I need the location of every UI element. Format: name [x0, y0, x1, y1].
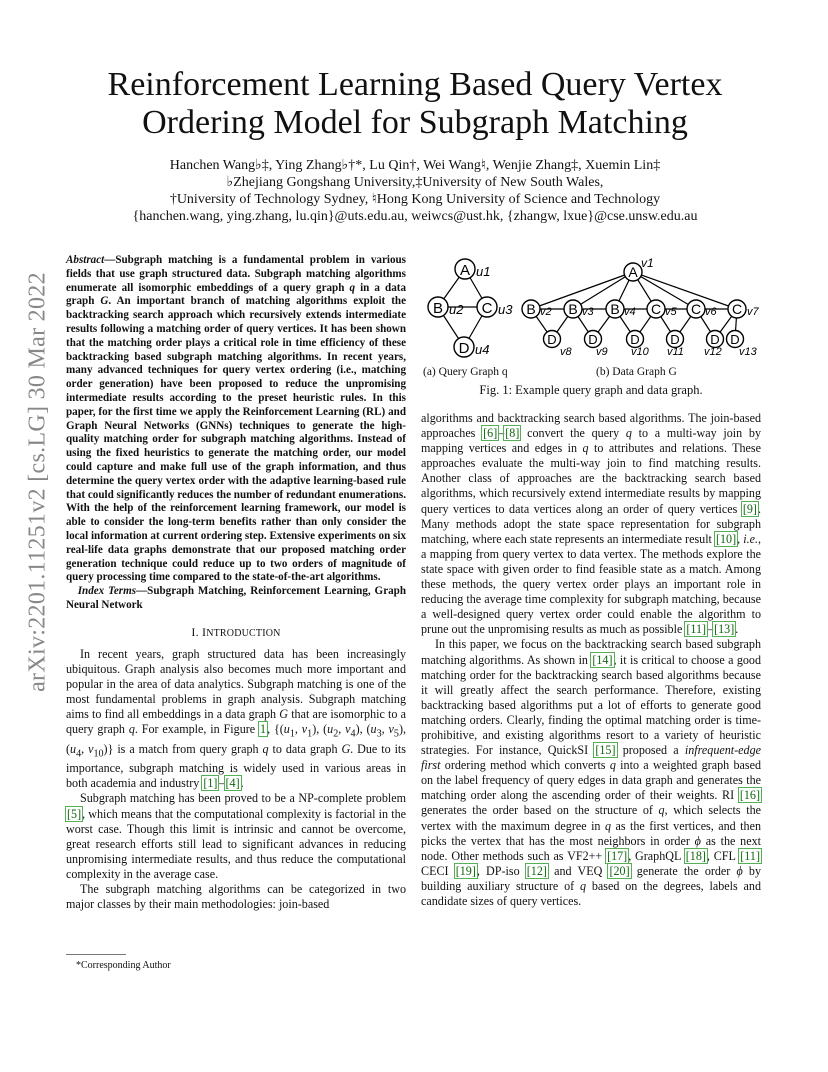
svg-text:D: D: [670, 332, 680, 347]
paragraph: In recent years, graph structured data has been increasingly ubiquitous. Graph analysis also becomes much more important and popular in the area of data analytics. Subgraph matching is one of the most fundamental problems in graph analysis. Subgraph matching aims to find all embeddings in a data graph G that are isomorphic to a query graph q. For example, in Figure 1, {($u_1$, $v_1$), ($u_2$, $v_4$), ($u_3$, $v_5$), ($u_4$, $v_{10}$)} is a match from query graph q to data graph G. Due to its importance, subgraph matching is widely used in various areas in both academia and industry [1]–[4].: [66, 646, 407, 791]
footnote: *Corresponding Author: [76, 960, 171, 971]
citation-link[interactable]: [1]: [203, 776, 218, 791]
affiliation-2: †University of Technology Sydney, ♮Hong Kong University of Science and Technology: [169, 192, 661, 207]
citation-link[interactable]: [19]: [455, 863, 476, 878]
svg-text:u4: u4: [475, 342, 490, 357]
query-node: [477, 297, 513, 317]
citation-link[interactable]: [8]: [505, 426, 520, 441]
data-node: [606, 300, 636, 318]
citation-link[interactable]: [13]: [714, 622, 735, 637]
data-node: [564, 300, 595, 318]
citation-link[interactable]: [11]: [740, 848, 760, 863]
svg-text:D: D: [730, 332, 740, 347]
data-node: [627, 331, 650, 359]
citation-link[interactable]: [14]: [592, 652, 613, 667]
section-heading-introduction: I. INTRODUCTION: [191, 624, 281, 639]
paragraph: In this paper, we focus on the backtracking search based subgraph matching algorithms. As shown in [14], it is critical to choose a good matching order for the backtracking search based algorithms because it will greatly affect the search performance. Therefore, existing backtracking based algorithms put a lot of efforts to generate good matching orders. Clearly, finding the optimal matching order is time-prohibitive, and existing algorithms resort to a variety of heuristic strategies. For instance, QuickSI [15] proposed a infrequent-edge first ordering method which converts q into a weighted graph based on the label frequency of query edges in data graph and generates the matching order along the ascending order of their weights. RI [16] generates the order based on the structure of q, which selects the vertex with the maximum degree in q as the first vertices, and then picks the vertex that has the most neighbors in order ϕ as the next node. Other methods such as VF2++ [17], GraphQL [18], CFL [11] CECI [19], DP-iso [12] and VEQ [20] generate the order ϕ by building auxiliary structure of q based on the degrees, labels and candidate sizes of query vertices.: [421, 637, 762, 908]
arxiv-id: arXiv:2201.11251v2 [cs.LG] 30 Mar 2022: [24, 272, 51, 692]
svg-text:v11: v11: [667, 346, 684, 358]
svg-text:u3: u3: [498, 302, 513, 317]
subcaption-a: (a) Query Graph q: [423, 366, 508, 378]
svg-text:B: B: [432, 300, 444, 317]
data-node: [727, 331, 758, 359]
svg-text:v5: v5: [665, 306, 677, 318]
query-node: [454, 337, 489, 357]
data-node: [667, 331, 684, 359]
svg-text:A: A: [628, 264, 638, 280]
figure-ref[interactable]: 1: [260, 722, 267, 737]
svg-text:C: C: [690, 301, 702, 317]
query-node: [428, 297, 464, 317]
svg-text:D: D: [588, 332, 598, 347]
citation-link[interactable]: [20]: [609, 863, 630, 878]
paragraph: The subgraph matching algorithms can be categorized in two major classes by their main methodologies: join-based: [66, 882, 406, 912]
svg-text:u1: u1: [476, 264, 491, 279]
data-node: [544, 331, 573, 359]
data-node: [728, 300, 760, 318]
data-node: [687, 300, 718, 318]
citation-link[interactable]: [9]: [742, 501, 757, 516]
left-column: [66, 254, 406, 912]
author-block: [80, 157, 750, 225]
citation-link[interactable]: [12]: [526, 863, 547, 878]
paper-title: Reinforcement Learning Based Query Vertex Ordering Model for Subgraph Matching: [107, 66, 723, 141]
svg-text:B: B: [526, 301, 536, 317]
citation-link[interactable]: [15]: [595, 743, 616, 758]
svg-text:B: B: [610, 301, 620, 317]
svg-text:C: C: [481, 300, 493, 317]
index-terms: Index Terms—Subgraph Matching, Reinforcement Learning, Graph Neural Network: [66, 585, 406, 611]
author-emails: {hanchen.wang, ying.zhang, lu.qin}@uts.edu.au, weiwcs@ust.hk, {zhangw, lxue}@cse.unsw.edu.au: [132, 209, 698, 224]
citation-link[interactable]: [11]: [686, 622, 707, 637]
svg-text:v9: v9: [596, 346, 608, 358]
svg-text:u2: u2: [449, 302, 464, 317]
paragraph: algorithms and backtracking search based algorithms. The join-based approaches [6]–[8] convert the query q to a multi-way join by mapping vertices and edges in q to attributes and relations. These approaches evaluate the multi-way join to find matching results. Another class of approaches are the backtracking search based algorithms, which recursively extend intermediate results by mapping query vertices to data vertices along an order of query vertices [9]. Many methods adopt the state space representation for subgraph matching, where each state represents an intermediate result [10], i.e., a mapping from query vertex to data vertex. The methods explore the state space with given order to find feasible state as a match. Among these methods, the query vertex order plays an important role in reducing the average time complexity for subgraph matching, because a well-designed query vertex order could enable the algorithm to prune out the unpromising results as much as possible [11]–[13].: [421, 411, 762, 637]
figure-caption: Fig. 1: Example query graph and data graph.: [479, 383, 703, 397]
svg-text:D: D: [547, 332, 557, 347]
citation-link[interactable]: [18]: [685, 848, 706, 863]
data-node: [585, 331, 608, 359]
svg-text:v13: v13: [739, 346, 757, 358]
citation-link[interactable]: [5]: [67, 806, 82, 821]
svg-text:v3: v3: [582, 306, 594, 318]
svg-text:C: C: [731, 301, 743, 317]
citation-link[interactable]: [10]: [715, 531, 737, 546]
subcaption-b: (b) Data Graph G: [596, 366, 677, 378]
svg-text:v6: v6: [705, 306, 717, 318]
svg-text:D: D: [458, 340, 470, 357]
data-node: [647, 300, 678, 318]
svg-text:D: D: [630, 332, 640, 347]
query-node: [455, 259, 490, 279]
citation-link[interactable]: [16]: [739, 788, 760, 803]
footnote-rule: [66, 954, 126, 955]
citation-link[interactable]: [6]: [483, 426, 498, 441]
graph-figure-svg: [421, 255, 761, 365]
svg-text:A: A: [459, 262, 471, 279]
svg-text:v8: v8: [560, 346, 572, 358]
citation-link[interactable]: [17]: [607, 848, 628, 863]
right-column: [421, 411, 761, 909]
svg-text:v4: v4: [624, 306, 636, 318]
svg-text:v2: v2: [540, 306, 552, 318]
svg-text:v10: v10: [631, 346, 649, 358]
author-names: Hanchen Wang♭‡, Ying Zhang♭†*, Lu Qin†, Wei Wang♮, Wenjie Zhang‡, Xuemin Lin‡: [169, 158, 661, 173]
affiliation-1: ♭Zhejiang Gongshang University,‡University of New South Wales,: [226, 175, 604, 190]
svg-text:v7: v7: [747, 306, 759, 318]
svg-text:v12: v12: [704, 346, 722, 358]
svg-text:B: B: [568, 301, 578, 317]
citation-link[interactable]: [4]: [225, 776, 240, 791]
abstract: Abstract—Subgraph matching is a fundamental problem in various fields that use graph structured data. Subgraph matching algorithms enumerate all isomorphic embeddings of a query graph q in a data graph G. An important branch of matching algorithms exploit the backtracking search approach which recursively extends intermediate results following a matching order of query vertices. It has been shown that the matching order plays a critical role in time efficiency of these backtracking based subgraph matching algorithms. In recent years, many advanced techniques for query vertex ordering (i.e., matching order generation) have been proposed to reduce the unpromising intermediate results according to the preset heuristic rules. In this paper, for the first time we apply the Reinforcement Learning (RL) and Graph Neural Networks (GNNs) techniques to generate the high-quality matching order for subgraph matching algorithms. Instead of using the fixed heuristics to generate the matching order, our model could capture and make full use of the graph information, and thus determine the query vertex order with the adaptive learning-based rule that could significantly reduces the number of redundant enumerations. With the help of the reinforcement learning framework, our model is able to consider the long-term benefits rather than only consider the local information at current ordering step. Extensive experiments on six real-life data graphs demonstrate that our proposed matching order generation technique could reduce up to two orders of magnitude of query processing time compared to the state-of-the-art algorithms.: [66, 254, 407, 584]
svg-text:C: C: [650, 301, 662, 317]
paragraph: Subgraph matching has been proved to be a NP-complete problem [5], which means that the computational complexity is factorial in the worst case. Though this limit is intrinsic and cannot be overcome, great research efforts still lead to significant advances in reducing unpromising intermediate results, and thus reduce the computational complexity in the average case.: [66, 791, 406, 881]
arxiv-sidebar-stamp: [22, 272, 54, 692]
data-node: [704, 331, 724, 359]
svg-text:D: D: [710, 332, 720, 347]
svg-text:v1: v1: [641, 256, 654, 270]
